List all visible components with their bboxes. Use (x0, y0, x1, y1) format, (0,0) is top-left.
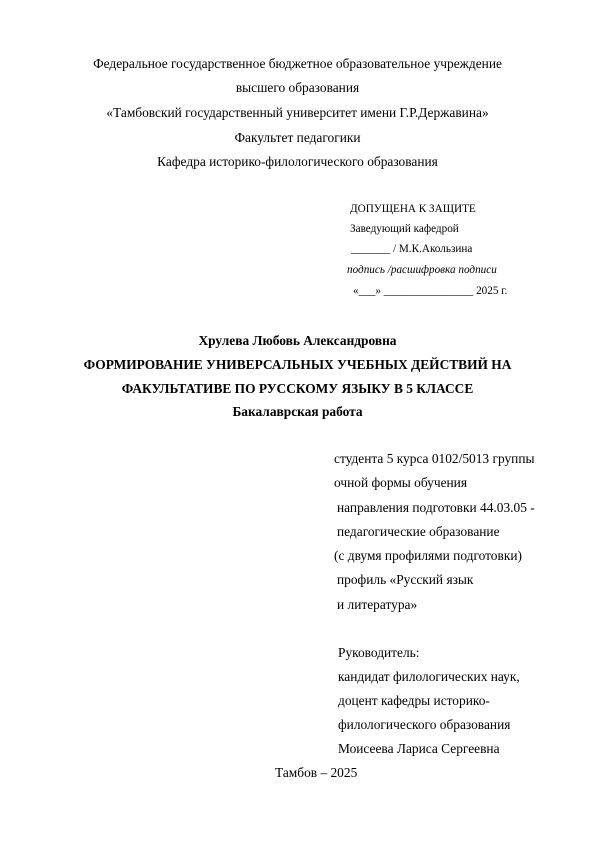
student-info-line4: педагогические образование (337, 524, 500, 539)
approval-head: Заведующий кафедрой (350, 223, 459, 235)
student-info-line6: профиль «Русский язык (337, 572, 474, 587)
supervisor-position: доцент кафедры историко- (338, 693, 490, 708)
work-title-line2: ФАКУЛЬТАТИВЕ ПО РУССКОМУ ЯЗЫКУ В 5 КЛАССЕ (121, 381, 474, 396)
supervisor-degree: кандидат филологических наук, (338, 669, 520, 684)
approval-signature: _______ / М.К.Акользина (351, 243, 473, 255)
approval-signature-caption: подпись /расшифровка подписи (347, 264, 497, 276)
student-info-line1: студента 5 курса 0102/5013 группы (334, 451, 535, 466)
header-organization: Федеральное государственное бюджетное образовательное учреждение (93, 56, 502, 71)
work-type: Бакалаврская работа (232, 404, 363, 419)
supervisor-label: Руководитель: (338, 645, 420, 660)
work-title-line1: ФОРМИРОВАНИЕ УНИВЕРСАЛЬНЫХ УЧЕБНЫХ ДЕЙСТВИЙ НА (83, 357, 512, 372)
student-info-line3: направления подготовки 44.03.05 - (337, 500, 535, 515)
approval-title: ДОПУЩЕНА К ЗАЩИТЕ (350, 203, 476, 215)
supervisor-name: Моисеева Лариса Сергеевна (338, 741, 500, 756)
student-info-line7: и литература» (337, 597, 418, 612)
header-department: Кафедра историко-филологического образования (157, 154, 438, 169)
header-faculty: Факультет педагогики (234, 130, 361, 145)
student-info-line2: очной формы обучения (334, 475, 468, 490)
approval-date: «___» ________________ 2025 г. (353, 285, 508, 297)
student-info-line5: (с двумя профилями подготовки) (334, 548, 522, 563)
city-year: Тамбов – 2025 (275, 765, 358, 780)
header-education-level: высшего образования (235, 80, 360, 95)
author-name: Хрулева Любовь Александровна (198, 333, 397, 348)
supervisor-department: филологического образования (338, 717, 511, 732)
header-university: «Тамбовский государственный университет имени Г.Р.Державина» (106, 105, 489, 120)
